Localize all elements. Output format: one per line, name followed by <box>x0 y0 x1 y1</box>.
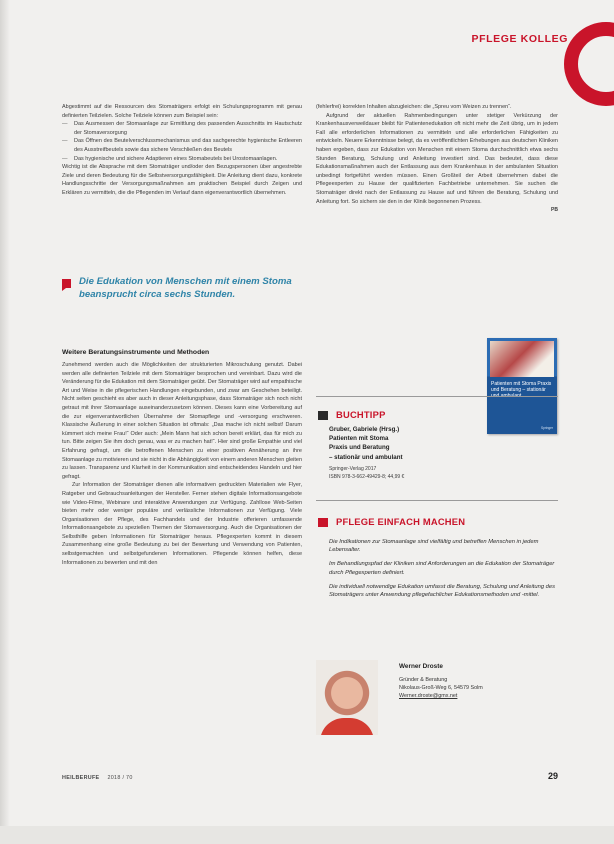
author-block <box>399 663 557 700</box>
book-icon <box>318 411 328 420</box>
book-meta <box>329 466 479 481</box>
speech-bubble-icon <box>62 279 71 288</box>
cover-title: Patienten mit Stoma Praxis und Beratung – stationär <box>491 381 552 393</box>
left-column-top <box>62 103 302 198</box>
divider <box>316 500 558 501</box>
list-item: Im Behandlungspfad der Kliniken sind Anforderungen an die Edukation der Stomaträger durch Pflegexperten definiert. <box>329 561 555 576</box>
divider <box>316 396 558 397</box>
paragraph: Zunehmend werden auch die Möglichkeiten der strukturierten Mikroschulung genutzt. Dabei werden alle definierten Teilziele mit dem Stomaträger besprochen und vereinbart. Dazu wird die Veränderung für die Edukation mit dem Stomaträger geübt. Der Stomaträger wird auf empathische Art und Weise in die pflegerischen Handlungen eingebunden, und zwar am Geschehen beteiligt. Nicht selten geschieht es aber auch in dieser Anleitungsphase, dass Stomaträger sich noch nicht getraut mit ihrer Stomaanlage auseinanderzusetzen können. Dieses kann eine Vorbereitung auf die zur eigenverantwortlichen Übernahme der Stomapflege und -versorgung erschweren. Klassische Äußerung in einer solchen Situation ist oftmals: „Das mache ich nicht selbst! Darum kümmert sich meine Frau!“ Oder auch: „Mein Mann hat sich schon bereit erklärt, das für mich zu tun. Bitte zeigen Sie ihm doch genau, was er zu machen hat!“. Hier sind große Empathie und viel Erfahrung gefragt, um die betroffenen Menschen zu einer positiven Annäherung an ihre Stomaanlage zu motivieren und sie nicht in die Abhängigkeit von einem anderen Menschen gleiten zu lassen. Transparenz und Klarheit in der Kommunikation sind entscheidendes Handeln und hier gefragt. <box>62 362 303 480</box>
right-column-top <box>316 103 558 215</box>
page-gutter-shadow <box>0 0 10 844</box>
intro-paragraph: Abgestimmt auf die Ressourcen des Stomaträgers erfolgt ein Schulungsprogramm mit genau definierten Teilzielen. Solche Teilziele können zum Beispiel sein: <box>62 104 302 119</box>
page-number: 29 <box>547 771 558 781</box>
booktip-title: BUCHTIPP <box>336 409 386 420</box>
teilziele-list <box>62 120 302 163</box>
pflege-einfach-list <box>329 538 557 605</box>
paragraph: Wichtig ist die Absprache mit dem Stomaträger und/oder den Bezugspersonen über angestrebte Ziele und deren Bedeutung für die Selbstversorgungsfähigkeit. Die Anleitung dient dazu, konkrete Handlungsschritte der Versorgungsmaßnahmen am praktischen Beispiel durch Zeigen und Erklären zu vermitteln, die die Pflegenden im Verlauf dann eigenverantwortlich übernehmen. <box>62 164 302 196</box>
speech-bubble-icon <box>318 518 328 527</box>
paragraph: Aufgrund der aktuellen Rahmenbedingungen unter stetiger Verkürzung der Krankenhausverweildauer bleibt für Patientenedukation oft nicht mehr die Zeit übrig, um in jedem Fall alle erforderlichen Informationen zu vermitteln und alle erforderlichen Fähigkeiten zu entwickeln. Neuere Erkenntnisse belegt, da es veröffentlichten Erhebungen aus deutschen Kliniken haben ergeben, dass zur Edukation von Menschen mit einem Stoma durchschnittlich etwa sechs Stunden Beratung, Schulung und Anleitung investiert sind. Das bedeutet, dass diese Edukationsmaßnahmen auch der Entlassung aus dem Krankenhaus in der ambulanten Situation unbedingt fortgeführt werden müssen. Einen Großteil der Arbeit übernehmen dabei die Pflegeexperten zu Hause der qualifizierten Fachbetriebe unternehmen. Sie suchen die Stomaträger direkt nach der Entlassung zu Hause auf und führen die Beratung, Schulung und Anleitung fort. So sichern sie den in der Klinik begonnenen Prozess. <box>316 112 558 205</box>
list-item: Die individuell notwendige Edukation umfasst die Beratung, Schulung und Anleitung des Stomaträgers unter Anwendung pflegefachlicher Edukationsmethoden und -mittel. <box>329 583 556 599</box>
footer-publication <box>62 775 133 781</box>
book-title-line: Patienten mit Stoma <box>329 435 389 443</box>
list-item: Die Indikationen zur Stomaanlage sind vielfältig und betreffen Menschen in jedem Lebensalter. <box>329 539 539 554</box>
issue-number: 2018 / 70 <box>107 775 133 781</box>
author-name: Werner Droste <box>399 663 443 670</box>
list-item: — Das hygienische und sichere Adaptieren eines Stomabeutels bei Urostomaanlagen. <box>62 155 302 164</box>
cover-photo <box>490 341 554 377</box>
pflege-einfach-title: PFLEGE EINFACH MACHEN <box>336 516 466 527</box>
book-publisher: Springer-Verlag 2017 <box>329 466 377 472</box>
author-initials: PB <box>551 207 558 214</box>
book-isbn: ISBN 978-3-662-49429-8; 44,99 € <box>329 473 405 480</box>
author-photo <box>316 660 378 735</box>
list-item: — Das Öffnen des Beutelverschlussmechanismus und das sachgerechte hygienische Entleeren des Ausstreifbeutels sowie das sichere Verschließen des Beutels <box>62 137 302 154</box>
list-item: — Das Ausmessen der Stomaanlage zur Ermittlung des passenden Ausschnitts im Hautschutz der Stomaversorgung <box>62 120 302 137</box>
book-cover-image <box>487 338 557 434</box>
book-details <box>329 425 479 462</box>
left-column-bottom <box>62 361 302 567</box>
book-author: Gruber, Gabriele (Hrsg.) <box>329 426 400 433</box>
pullquote-text: Die Edukation von Menschen mit einem Stoma beansprucht circa sechs Stunden. <box>79 276 292 300</box>
author-address: Nikolaus-Groß-Weg 6, 54579 Solm <box>399 685 483 692</box>
book-title-line: – stationär und ambulant <box>329 453 403 461</box>
page-bottom-edge <box>0 826 614 844</box>
magazine-name: HEILBERUFE <box>62 775 100 781</box>
subheading: Weitere Beratungsinstrumente und Methoden <box>62 349 210 356</box>
paragraph: Zur Information der Stomaträger dienen alle informativen gedruckten Materialien wie Flyer, Ratgeber und Gebrauchsanleitungen der Hersteller. Ferner stehen digitale Informationsangebote wie Video-Filme, Webinare und interaktive Anwendungen zur Verfügung. Zahllose Web-Seiten bieten mehr oder weniger populäre und verlässliche Informationen zur Verfügung. Viele Organisationen der Pflege, des Fachhandels und der Industrie offerieren umfassende Informationsangebote zu speziellen Themen der Stomaversorgung. Auch die Organisationen der Selbsthilfe geben Informationen für Stomaträger heraus. Pflegexperten kommt in diesem Zusammenhang eine große Bedeutung zu bei der Bewertung und Verwendung von Patienten, selbstgemachten und selbstgefundenen Informationen. Pflegende können helfen, diese Informationen zu bewerten und mit den <box>62 482 302 566</box>
cover-publisher: Springer <box>540 426 553 430</box>
author-role: Gründer & Beratung <box>399 677 448 684</box>
paragraph: (fehlerfrei) korrekten Inhalten abzugleichen: die „Spreu vom Weizen zu trennen“. <box>316 104 512 110</box>
book-title-line: Praxis und Beratung <box>329 444 390 452</box>
pullquote <box>62 276 302 301</box>
section-label: PFLEGE KOLLEG <box>471 33 568 45</box>
brand-arc-icon <box>564 22 614 106</box>
author-email-link[interactable]: Werner.droste@gmx.net <box>399 693 458 700</box>
